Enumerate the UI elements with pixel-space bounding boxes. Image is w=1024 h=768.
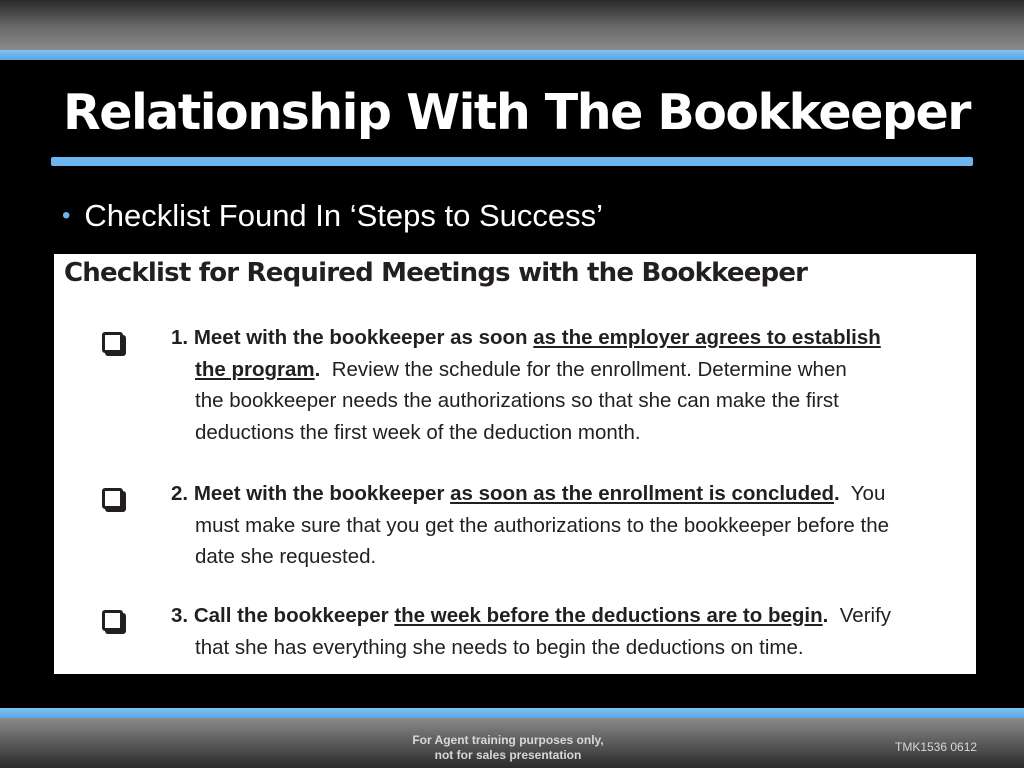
bullet-dot-icon: • (62, 202, 71, 229)
item-detail: deductions the first week of the deduction month. (195, 420, 641, 444)
item-detail: You (850, 482, 886, 505)
item-highlight: as the employer agrees to establish (533, 326, 881, 349)
header-gradient-bar (0, 0, 1024, 50)
checklist-item-text (171, 600, 961, 663)
checkbox-icon[interactable] (102, 610, 123, 631)
item-period: . (822, 604, 829, 627)
item-detail: Verify (839, 604, 892, 627)
footer-accent-stripe (0, 708, 1024, 718)
item-detail: the bookkeeper needs the authorizations so that she can make the first (195, 389, 839, 412)
item-period: . (834, 482, 840, 505)
item-detail: Review the schedule for the enrollment. Determine when (331, 357, 847, 381)
item-detail: that she has everything she needs to begin the deductions on time. (195, 635, 804, 659)
item-lead: Call the bookkeeper (193, 604, 389, 627)
item-number: 1. (171, 326, 189, 349)
disclaimer-line-1: For Agent training purposes only, (412, 733, 604, 747)
checkbox-icon[interactable] (102, 488, 123, 509)
item-lead: Meet with the bookkeeper (193, 482, 445, 505)
title-underline-rule (51, 157, 973, 166)
item-highlight: as soon as the enrollment is concluded (450, 482, 835, 505)
item-highlight: the program (195, 357, 315, 381)
checklist-heading: Checklist for Required Meetings with the Bookkeeper (64, 258, 808, 288)
item-detail: date she requested. (195, 545, 377, 568)
slide-title: Relationship With The Bookkeeper (63, 84, 970, 141)
item-lead: Meet with the bookkeeper as soon (193, 326, 528, 349)
item-detail: must make sure that you get the authorizations to the bookkeeper before the (195, 513, 890, 537)
checklist-item-text (171, 322, 961, 448)
item-period: . (314, 357, 321, 381)
checklist-panel (54, 254, 976, 674)
disclaimer-line-2: not for sales presentation (434, 748, 582, 762)
header-accent-stripe (0, 50, 1024, 60)
item-number: 3. (171, 604, 189, 627)
checkbox-icon[interactable] (102, 332, 123, 353)
bullet-text: Checklist Found In ‘Steps to Success’ (84, 198, 604, 233)
item-highlight: the week before the deductions are to begin (394, 604, 823, 627)
checklist-item-text (171, 478, 961, 573)
document-code: TMK1536 0612 (895, 740, 978, 754)
item-continuation (171, 354, 961, 386)
footer-disclaimer (380, 733, 636, 763)
item-number: 2. (171, 482, 189, 505)
bullet-point (62, 198, 603, 234)
